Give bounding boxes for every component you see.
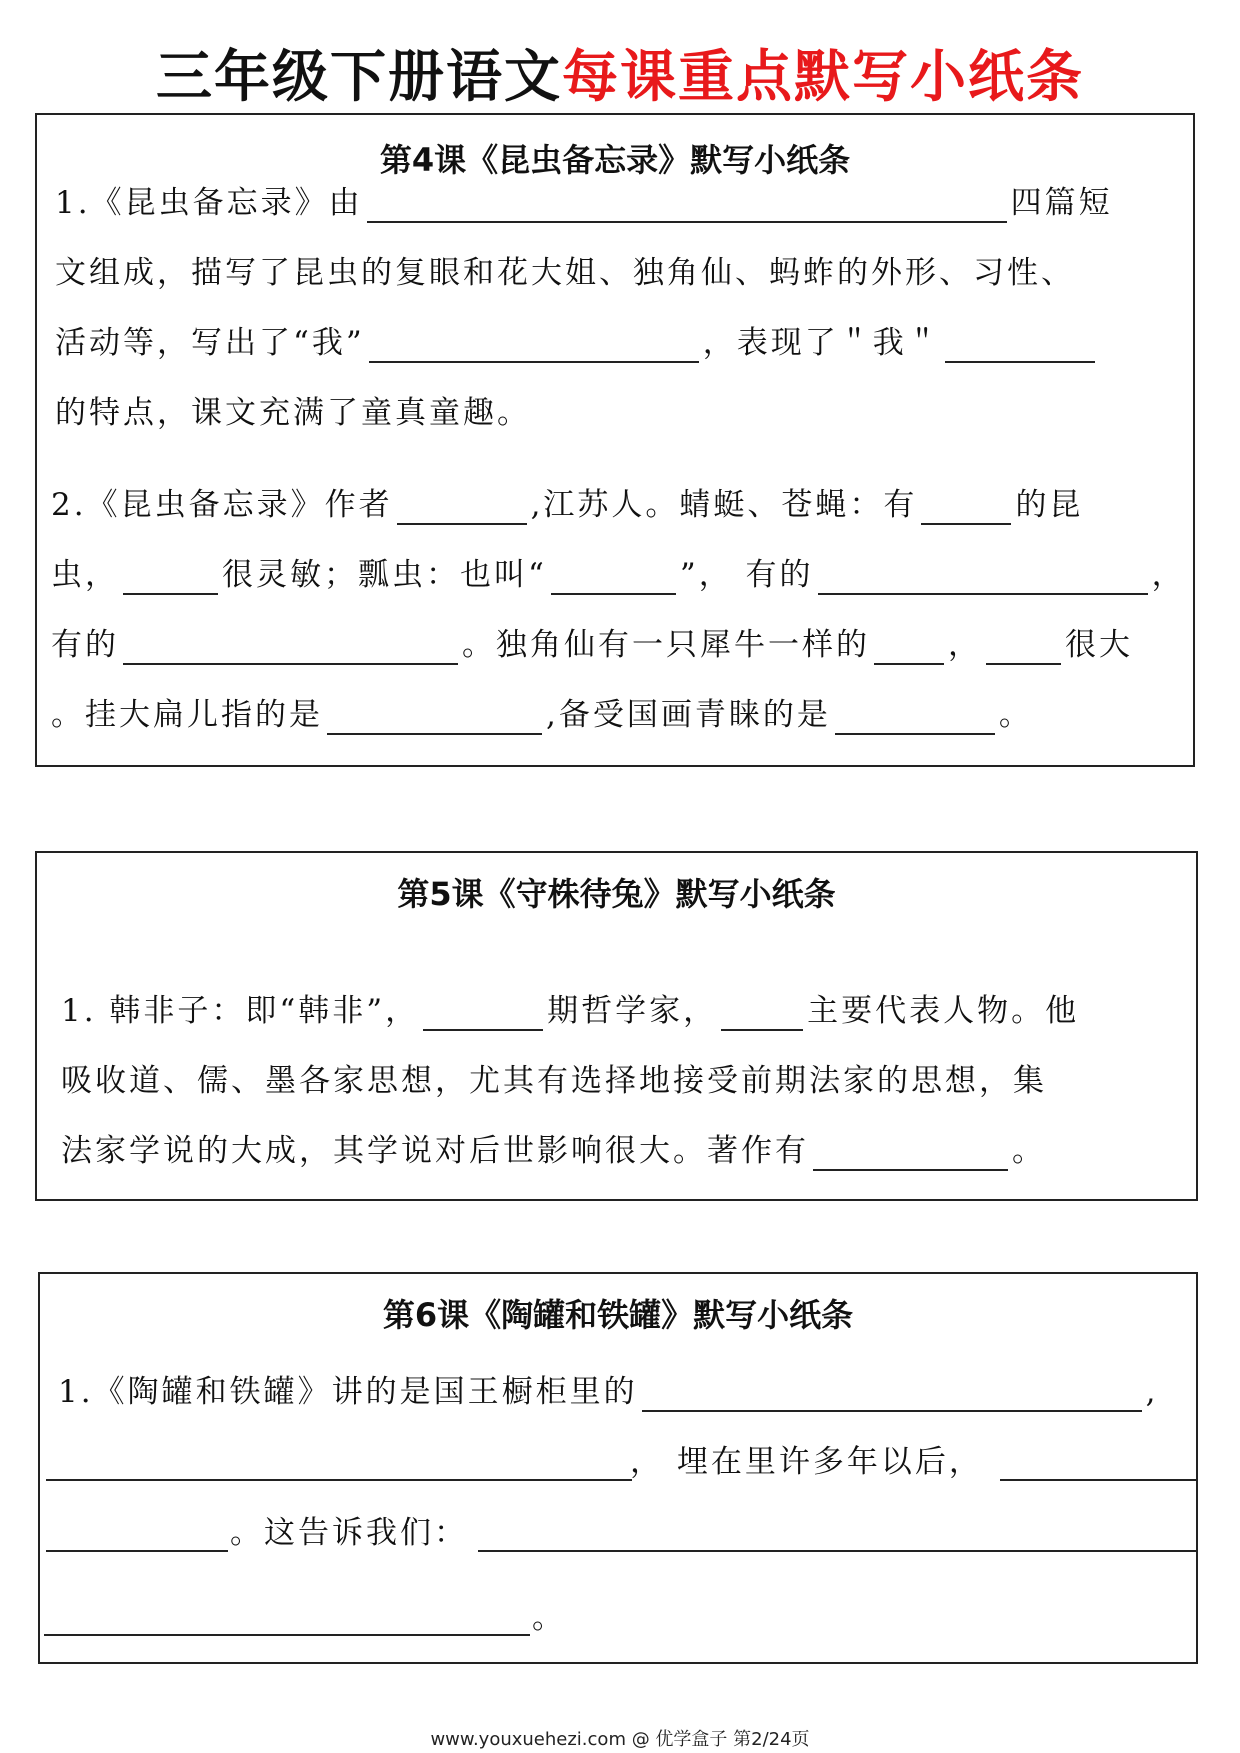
lesson6-card xyxy=(38,1272,1198,1664)
lesson5-title: 第5课《守株待兔》默写小纸条 xyxy=(397,875,836,913)
lesson6-q1-line4: 。 xyxy=(532,1600,566,1636)
lesson6-q1-line1: 1.《陶罐和铁罐》讲的是国王橱柜里的 , xyxy=(58,1374,1159,1410)
lesson4-q1-line1: 1.《昆虫备忘录》由 四篇短 xyxy=(55,185,1113,221)
lesson6-title: 第6课《陶罐和铁罐》默写小纸条 xyxy=(382,1296,854,1334)
blank[interactable] xyxy=(835,703,995,735)
lesson4-title: 第4课《昆虫备忘录》默写小纸条 xyxy=(379,141,851,179)
blank[interactable] xyxy=(921,493,1011,525)
page-title xyxy=(0,38,1240,118)
lesson4-card xyxy=(35,113,1195,767)
lesson5-card xyxy=(35,851,1198,1201)
lesson6-q1-line2: ， 埋在里许多年以后， xyxy=(630,1444,983,1480)
blank[interactable] xyxy=(123,633,458,665)
blank[interactable] xyxy=(478,1550,1196,1552)
lesson5-q1-line2: 吸收道、儒、墨各家思想，尤其有选择地接受前期法家的思想，集 xyxy=(61,1063,1047,1099)
lesson5-q1-line3: 法家学说的大成，其学说对后世影响很大。著作有 。 xyxy=(61,1133,1046,1169)
lesson4-q1-line4: 的特点，课文充满了童真童趣。 xyxy=(55,395,531,431)
blank[interactable] xyxy=(818,563,1148,595)
lesson5-q1-line1: 1. 韩非子：即“韩非”， 期哲学家， 主要代表人物。他 xyxy=(61,993,1080,1029)
lesson6-q1-line3: 。这告诉我们： xyxy=(230,1515,468,1551)
blank[interactable] xyxy=(551,563,676,595)
blank[interactable] xyxy=(813,1139,1008,1171)
blank[interactable] xyxy=(1000,1479,1196,1481)
blank[interactable] xyxy=(986,633,1061,665)
blank[interactable] xyxy=(327,703,542,735)
blank[interactable] xyxy=(367,191,1007,223)
title-black: 三年级下册语文 xyxy=(156,45,562,110)
blank[interactable] xyxy=(46,1550,228,1552)
blank[interactable] xyxy=(423,999,543,1031)
blank[interactable] xyxy=(642,1380,1142,1412)
blank[interactable] xyxy=(46,1479,632,1481)
blank[interactable] xyxy=(945,331,1095,363)
blank[interactable] xyxy=(721,999,803,1031)
lesson4-q2-line3: 有的 。独角仙有一只犀牛一样的 ， 很大 xyxy=(51,627,1133,663)
blank[interactable] xyxy=(44,1634,530,1636)
lesson4-q2-line2: 虫， 很灵敏；瓢虫：也叫“ ”， 有的 ， xyxy=(51,557,1186,593)
lesson4-q1-line3: 活动等，写出了“我” ，表现了＂我＂ xyxy=(55,323,1099,363)
lesson4-q2-line1: 2.《昆虫备忘录》作者 ,江苏人。蜻蜓、苍蝇：有 的昆 xyxy=(51,487,1084,523)
blank[interactable] xyxy=(123,563,218,595)
blank[interactable] xyxy=(369,331,699,363)
lesson4-q2-line4: 。挂大扁儿指的是 ,备受国画青睐的是 。 xyxy=(51,697,1033,733)
blank[interactable] xyxy=(874,633,944,665)
blank[interactable] xyxy=(397,493,527,525)
lesson4-q1-line2: 文组成，描写了昆虫的复眼和花大姐、独角仙、蚂蚱的外形、习性、 xyxy=(55,255,1075,291)
footer: www.youxuehezi.com @ 优学盒子 第2/24页 xyxy=(430,1729,810,1750)
title-red: 每课重点默写小纸条 xyxy=(562,45,1084,110)
